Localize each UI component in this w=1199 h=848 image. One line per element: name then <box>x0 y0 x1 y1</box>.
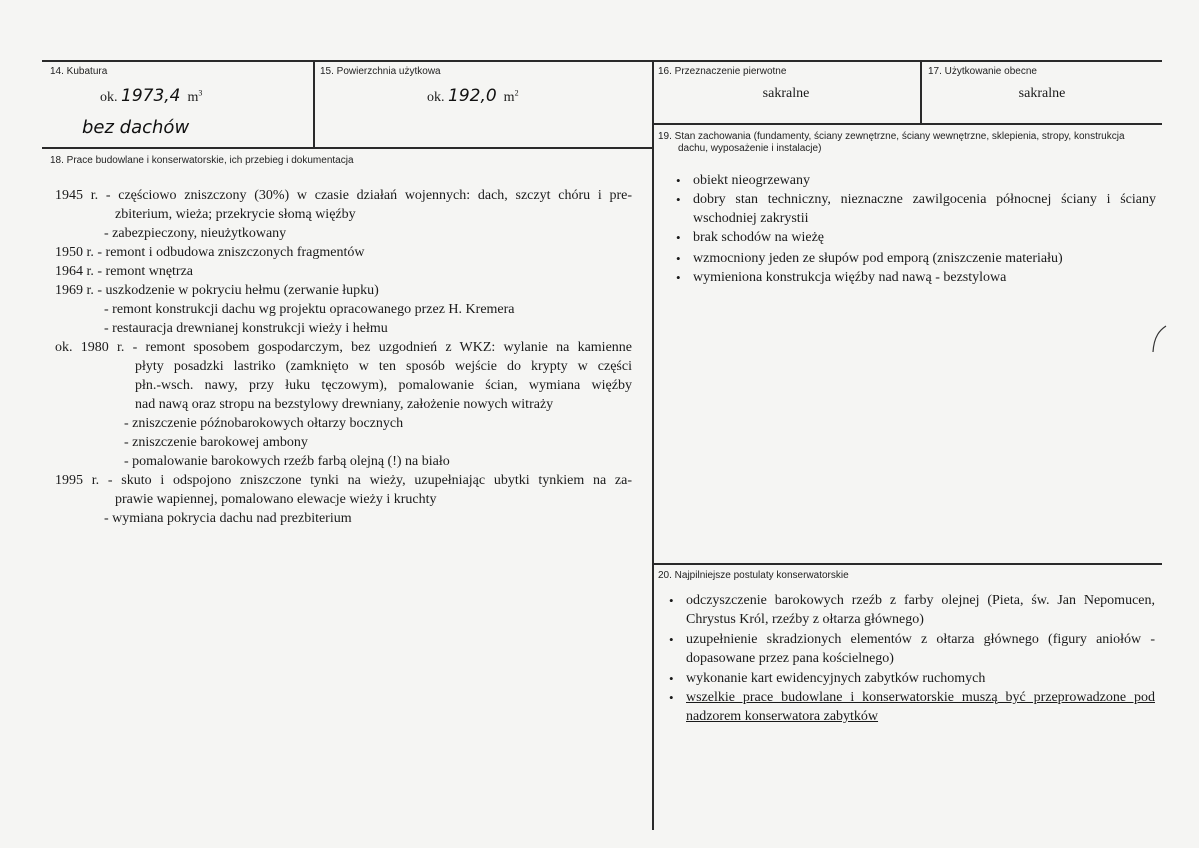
field15-value <box>427 86 519 106</box>
pencil-mark <box>1148 322 1172 358</box>
bullet-icon: • <box>676 192 681 207</box>
field20-item: • uzupełnienie skradzionych elementów z ołtarza głównego (figury aniołów - dopasowane przez pana kościelnego) <box>669 632 1155 666</box>
field14-unit: m <box>187 90 199 105</box>
bullet-icon: • <box>669 671 674 686</box>
bullet-icon: • <box>676 270 681 285</box>
field20-item: • wykonanie kart ewidencyjnych zabytków ruchomych <box>669 671 986 686</box>
field19-item: • wymieniona konstrukcja więźby nad nawą - bezstylowa <box>676 270 1007 285</box>
field19-item: • brak schodów na wieżę <box>676 230 825 245</box>
field17-value: sakralne <box>1018 86 1066 101</box>
field19-item: • obiekt nieogrzewany <box>676 173 811 188</box>
field18-line: - restauracja drewnianej konstrukcji wieży i hełmu <box>104 321 388 336</box>
field15-unit: m <box>503 90 515 105</box>
field20-item: • wszelkie prace budowlane i konserwatorskie muszą być przeprowadzone pod nadzorem konserwatora zabytków <box>669 690 1155 724</box>
field18-line: prawie wapiennej, pomalowano elewacje wieży i kruchty <box>115 492 437 507</box>
field16-value: sakralne <box>762 86 810 101</box>
field14-number: 1973,4 <box>121 86 181 106</box>
field15-unit-sup: 2 <box>514 88 519 98</box>
field18-line: - zniszczenie późnobarokowych ołtarzy bocznych <box>124 416 404 431</box>
field18-line: płyty posadzki lastriko (zamknięto w ten sposób wejście do krypty w części <box>135 359 632 374</box>
field18-line: 1950 r. - remont i odbudowa zniszczonych fragmentów <box>55 245 365 260</box>
field17-label: 17. Użytkowanie obecne <box>928 66 1037 77</box>
bullet-icon: • <box>676 230 681 245</box>
field14-label: 14. Kubatura <box>50 66 108 77</box>
field14-unit-sup: 3 <box>198 88 203 98</box>
bullet-icon: • <box>676 173 681 188</box>
field18-line: - pomalowanie barokowych rzeźb farbą olejną (!) na biało <box>124 454 450 469</box>
bullet-icon: • <box>669 593 674 608</box>
row-line-16-17 <box>652 123 1162 125</box>
divider-14-15 <box>313 60 315 148</box>
field18-line: 1969 r. - uszkodzenie w pokryciu hełmu (zerwanie łupku) <box>55 283 379 298</box>
field14-prefix: ok. <box>100 90 118 105</box>
field18-line: ok. 1980 r. - remont sposobem gospodarczym, bez uzgodnień z WKZ: wylanie na kamienne <box>55 340 632 355</box>
field18-line: 1964 r. - remont wnętrza <box>55 264 194 279</box>
top-border <box>42 60 1162 62</box>
bullet-icon: • <box>669 690 674 705</box>
row-line-20 <box>652 563 1162 565</box>
field18-line: - wymiana pokrycia dachu nad prezbiterium <box>104 511 352 526</box>
field18-line: - zabezpieczony, nieużytkowany <box>104 226 287 241</box>
field15-label: 15. Powierzchnia użytkowa <box>320 66 441 77</box>
field18-line: - zniszczenie barokowej ambony <box>124 435 308 450</box>
field14-value <box>100 86 202 106</box>
field18-line: 1995 r. - skuto i odspojono zniszczone tynki na wieży, uzupełniając ubytki tynkiem na za- <box>55 473 632 488</box>
field14-note: bez dachów <box>82 117 190 138</box>
field19-label-line1: 19. Stan zachowania (fundamenty, ściany zewnętrzne, ściany wewnętrzne, sklepienia, stropy, konstrukcja <box>658 131 1125 142</box>
field20-label: 20. Najpilniejsze postulaty konserwatorskie <box>658 570 849 581</box>
field19-item: • dobry stan techniczny, nieznaczne zawilgocenia północnej ściany i ściany wschodniej zakrystii <box>676 192 1156 226</box>
field19-item: • wzmocniony jeden ze słupów pod emporą (zniszczenie materiału) <box>676 251 1063 266</box>
field18-line: płn.-wsch. nawy, przy łuku tęczowym), pomalowanie ścian, wymiana więźby <box>135 378 632 393</box>
field18-line: nad nawą oraz stropu na bezstylowy drewniany, założenie nowych witraży <box>135 397 554 412</box>
bullet-icon: • <box>676 251 681 266</box>
field18-line: 1945 r. - częściowo zniszczony (30%) w czasie działań wojennych: dach, szczyt chóru i pre- <box>55 188 632 203</box>
bullet-icon: • <box>669 632 674 647</box>
divider-main <box>652 60 654 830</box>
field15-number: 192,0 <box>448 86 497 106</box>
field20-item: • odczyszczenie barokowych rzeźb z farby olejnej (Pieta, św. Jan Nepomucen, Chrystus Król, rzeźby z ołtarza głównego) <box>669 593 1155 627</box>
field15-prefix: ok. <box>427 90 445 105</box>
field19-label-line2: dachu, wyposażenie i instalacje) <box>678 143 822 154</box>
field18-line: - remont konstrukcji dachu wg projektu opracowanego przez H. Kremera <box>104 302 515 317</box>
field16-label: 16. Przeznaczenie pierwotne <box>658 66 787 77</box>
row-line-18 <box>42 147 653 149</box>
field18-label: 18. Prace budowlane i konserwatorskie, ich przebieg i dokumentacja <box>50 155 354 166</box>
field18-line: zbiterium, wieża; przekrycie słomą więźby <box>115 207 356 222</box>
